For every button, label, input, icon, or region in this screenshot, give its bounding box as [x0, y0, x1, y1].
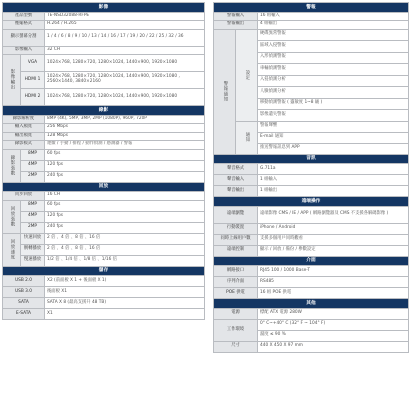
spec-sublabel: 4MP [21, 211, 45, 222]
group-label-alarm-notice: 通知 [236, 121, 258, 154]
spec-value: 1024×768, 1280×720, 1280×1024, 1440×900, 1920×1080 [45, 55, 205, 72]
spec-value: 警報聲響 [258, 121, 409, 132]
spec-label: 產品型號 [3, 12, 45, 21]
spec-value: 移動偵測警報 ( 靈敏度 1~8 級 ) [258, 98, 409, 110]
spec-value: 16 組輸入 [258, 12, 409, 21]
spec-value: 32 CH [45, 46, 205, 55]
spec-value: 2 倍 、4 倍 、8 倍 、16 倍 [45, 233, 205, 244]
spec-value: RJ45 100 / 1000 Base-T [258, 266, 409, 277]
spec-label: USB 2.0 [3, 276, 45, 287]
spec-label: 輸入頻寬 [3, 124, 45, 133]
spec-value: 16 CH [45, 192, 205, 201]
spec-value: 120 fps [45, 211, 205, 222]
spec-value: 120 fps [45, 160, 205, 171]
spec-label: 遠端瀏覽 [214, 206, 258, 223]
spec-value: 240 fps [45, 222, 205, 233]
spec-label: 行動裝置 [214, 223, 258, 234]
spec-label: 同時上線用戶數 [214, 234, 258, 245]
spec-value: 遠端影像 CMS / IE / APP ( 網路瀏覽器及 CMS 不支援各解碼影像 ) [258, 206, 409, 223]
spec-value: 1 組輸出 [258, 186, 409, 197]
spec-value: 256 Mbps [45, 124, 205, 133]
group-label-alarm-notify: 警報通知 [214, 29, 236, 154]
spec-value: H.264 / H.265 [45, 21, 205, 30]
spec-label: 電源 [214, 308, 258, 319]
spec-value: 推送警報訊息到 APP [258, 143, 409, 154]
spec-label: 警報輸出 [214, 21, 258, 30]
spec-value: 60 fps [45, 200, 205, 211]
spec-value: 標配 ATX 電源 280W [258, 308, 409, 319]
section-header-interface: 介面 [214, 256, 409, 266]
spec-label: 聲音輸入 [214, 175, 258, 186]
spec-value: 車輛偵測警報 [258, 64, 409, 76]
spec-value: 8MP (4K), 5MP, 3MP, 2MP (1080P), 960P, 720P [45, 115, 205, 124]
spec-value: 濕度 ≤ 90 % [258, 330, 409, 341]
spec-sublabel: 2MP [21, 171, 45, 182]
spec-label: 工作環境 [214, 319, 258, 341]
spec-label: 影像輸入 [3, 46, 45, 55]
spec-label: USB 3.0 [3, 287, 45, 298]
spec-value: 影像遺失警報 [258, 110, 409, 122]
spec-value: X2 (前面板 X 1 + 後面板 X 1) [45, 276, 205, 287]
spec-label: E-SATA [3, 309, 45, 320]
spec-sublabel: 慢速播放 [21, 255, 45, 266]
spec-value: 區域入侵警報 [258, 41, 409, 53]
spec-value: G.711a [258, 164, 409, 175]
spec-label: 顯示螢幕分割 [3, 29, 45, 46]
spec-value: SATA X 8 (最高支援升 48 TB) [45, 298, 205, 309]
spec-value: iPhone / Android [258, 223, 409, 234]
spec-label: 網路接口 [214, 266, 258, 277]
spec-label: 壓縮格式 [3, 21, 45, 30]
section-header-remote: 遠端操作 [214, 197, 409, 207]
spec-label: 錄影解析度 [3, 115, 45, 124]
spec-sublabel: 8MP [21, 149, 45, 160]
spec-sublabel: 倒轉播放 [21, 244, 45, 255]
spec-value: 1024×768, 1280×720, 1280×1024, 1440×900, 1920×1080 , 2560×1440, 3840×2160 [45, 72, 205, 89]
group-label-record-fps: 錄影張數 [3, 149, 21, 182]
group-label-playback-fps: 回放張數 [3, 200, 21, 233]
spec-label: 遠端控制 [214, 245, 258, 256]
group-label-playback-speed: 回放速度 [3, 233, 21, 266]
section-header-storage: 儲存 [3, 266, 205, 276]
section-header-playback: 回放 [3, 182, 205, 192]
spec-value: 60 fps [45, 149, 205, 160]
spec-value: 硬碟異常警報 [258, 29, 409, 41]
left-spec-table [2, 2, 205, 320]
spec-sublabel: 快速回放 [21, 233, 45, 244]
spec-sublabel: HDMI 2 [21, 89, 45, 106]
right-spec-table [213, 2, 409, 353]
group-label-video-output: 影像輸出 [3, 55, 21, 106]
spec-value: RS485 [258, 277, 409, 288]
spec-value: 1 組輸入 [258, 175, 409, 186]
spec-sublabel: VGA [21, 55, 45, 72]
spec-value: 1 / 4 / 6 / 8 / 9 / 10 / 13 / 14 / 16 / 17 / 19 / 20 / 22 / 25 / 32 / 36 [45, 29, 205, 46]
spec-label: 輸出頻寬 [3, 132, 45, 141]
spec-value: 入形偵測警報 [258, 52, 409, 64]
spec-value: 4 組輸出 [258, 21, 409, 30]
spec-label: 錄影模式 [3, 141, 45, 150]
spec-label: 警報輸入 [214, 12, 258, 21]
group-label-alarm-settings: 設定 [236, 29, 258, 121]
section-header-video: 影像 [3, 3, 205, 13]
spec-label: 序列介面 [214, 277, 258, 288]
spec-label: 同步回放 [3, 192, 45, 201]
spec-value: 入侵偵測分析 [258, 75, 409, 87]
spec-value: 1024×768, 1280×720, 1280×1024, 1440×900, 1920×1080 [45, 89, 205, 106]
spec-value: X1 [45, 309, 205, 320]
spec-sublabel: HDMI 1 [21, 72, 45, 89]
spec-label: POE 供電 [214, 288, 258, 299]
section-header-audio: 音訊 [214, 154, 409, 164]
spec-value: TE-NSD32088-RFPE [45, 12, 205, 21]
spec-value: 16 組 POE 供電 [258, 288, 409, 299]
spec-value: 2 倍 、4 倍 、8 倍 、16 倍 [45, 244, 205, 255]
spec-label: 聲音輸出 [214, 186, 258, 197]
spec-sublabel: 2MP [21, 222, 45, 233]
section-header-alarm: 警報 [214, 3, 409, 13]
spec-value: 240 fps [45, 171, 205, 182]
spec-value: 支援多個用戶同時觀看 [258, 234, 409, 245]
spec-value: E-mail 通知 [258, 132, 409, 143]
spec-label: 尺寸 [214, 341, 258, 352]
spec-value: 0° C~+40° C (32° F ~ 104° F) [258, 319, 409, 330]
spec-value: 連續 / 手動 / 排程 / 動作偵測 / 感測器 / 警報 [45, 141, 205, 150]
spec-value: 128 Mbps [45, 132, 205, 141]
section-header-record: 錄影 [3, 106, 205, 116]
spec-value: 1/2 倍 、1/4 倍 、1/8 倍 、1/16 倍 [45, 255, 205, 266]
spec-value: 人臉偵測分析 [258, 87, 409, 99]
spec-value: 440 X 450 X 97 mm [258, 341, 409, 352]
spec-label: SATA [3, 298, 45, 309]
spec-value: 顯示 / 回放 / 備份 / 參數設定 [258, 245, 409, 256]
spec-sublabel: 4MP [21, 160, 45, 171]
section-header-other: 其他 [214, 299, 409, 309]
spec-label: 聲音格式 [214, 164, 258, 175]
spec-value: 後面板 X1 [45, 287, 205, 298]
spec-sublabel: 8MP [21, 200, 45, 211]
